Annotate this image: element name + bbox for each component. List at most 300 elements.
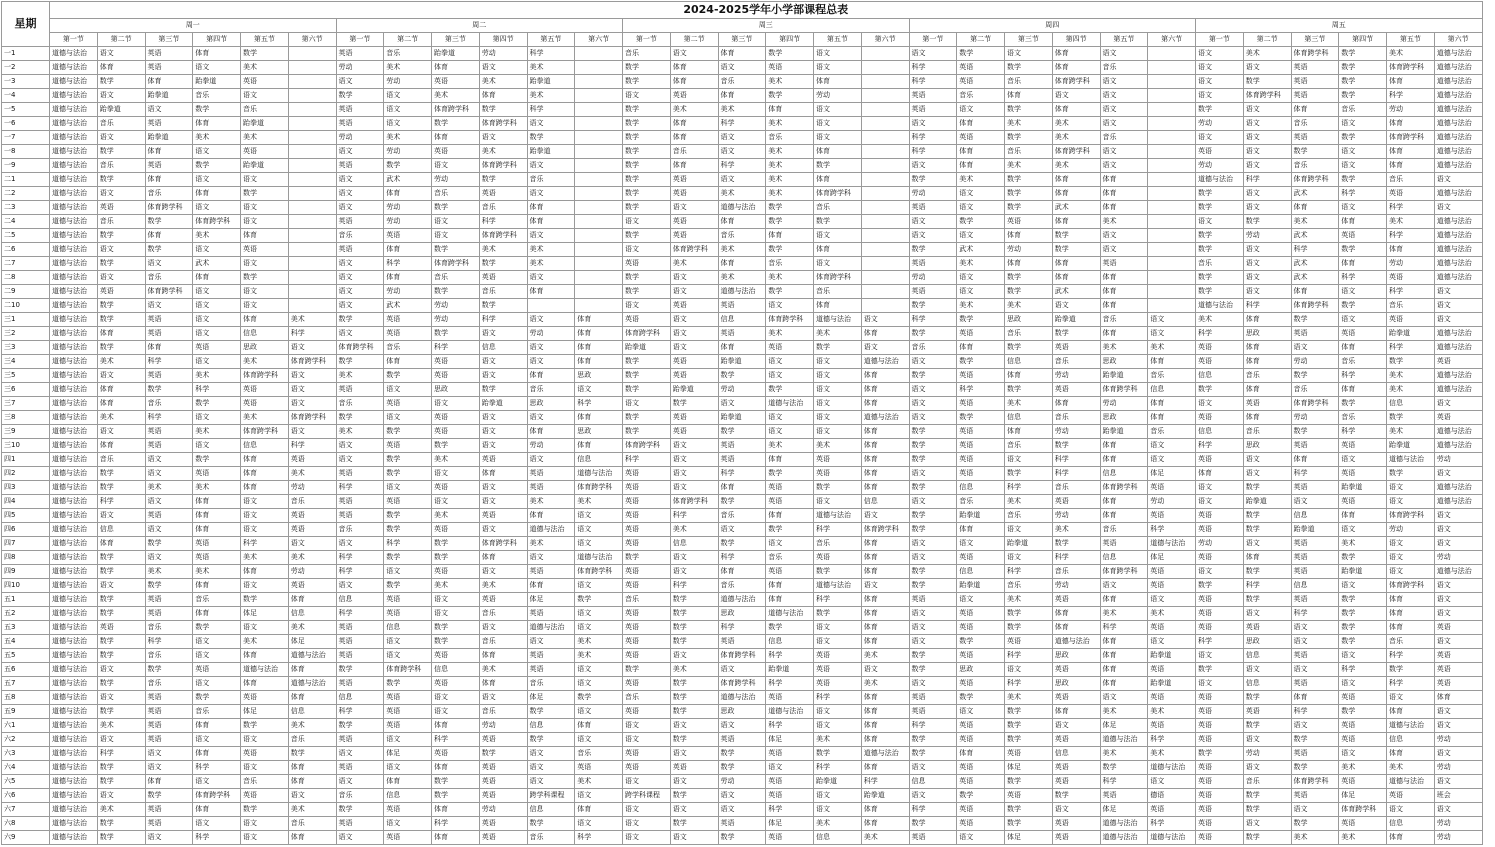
course-cell[interactable]: 英语 bbox=[623, 257, 671, 271]
course-cell[interactable]: 科学 bbox=[718, 467, 766, 481]
course-cell[interactable]: 体育 bbox=[814, 75, 862, 89]
course-cell[interactable]: 数学 bbox=[909, 481, 957, 495]
course-cell[interactable]: 语文 bbox=[1148, 439, 1196, 453]
course-cell[interactable]: 英语 bbox=[527, 481, 575, 495]
course-cell[interactable]: 英语 bbox=[1005, 747, 1053, 761]
class-label[interactable]: 二8 bbox=[2, 271, 50, 285]
course-cell[interactable]: 数学 bbox=[479, 299, 527, 313]
course-cell[interactable] bbox=[1148, 271, 1196, 285]
class-label[interactable]: 五6 bbox=[2, 663, 50, 677]
course-cell[interactable]: 劳动 bbox=[1387, 523, 1435, 537]
course-cell[interactable]: 数学 bbox=[623, 159, 671, 173]
course-cell[interactable]: 道德与法治 bbox=[50, 89, 98, 103]
course-cell[interactable]: 劳动 bbox=[1196, 159, 1244, 173]
course-cell[interactable]: 音乐 bbox=[718, 579, 766, 593]
class-label[interactable]: 五5 bbox=[2, 649, 50, 663]
course-cell[interactable]: 语文 bbox=[432, 607, 480, 621]
course-cell[interactable]: 体育 bbox=[241, 453, 289, 467]
course-cell[interactable]: 英语 bbox=[1196, 831, 1244, 845]
course-cell[interactable]: 英语 bbox=[766, 481, 814, 495]
course-cell[interactable]: 英语 bbox=[288, 579, 336, 593]
course-cell[interactable]: 数学 bbox=[241, 593, 289, 607]
course-cell[interactable]: 英语 bbox=[957, 817, 1005, 831]
course-cell[interactable]: 语文 bbox=[384, 565, 432, 579]
course-cell[interactable]: 数学 bbox=[193, 453, 241, 467]
course-cell[interactable]: 体育 bbox=[861, 761, 909, 775]
course-cell[interactable]: 科学 bbox=[193, 831, 241, 845]
course-cell[interactable]: 语文 bbox=[909, 607, 957, 621]
course-cell[interactable]: 武术 bbox=[384, 299, 432, 313]
course-cell[interactable]: 语文 bbox=[527, 313, 575, 327]
course-cell[interactable]: 体育 bbox=[432, 803, 480, 817]
course-cell[interactable]: 英语 bbox=[1148, 481, 1196, 495]
course-cell[interactable] bbox=[1148, 215, 1196, 229]
course-cell[interactable]: 英语 bbox=[432, 411, 480, 425]
course-cell[interactable]: 语文 bbox=[432, 229, 480, 243]
course-cell[interactable]: 体育 bbox=[1100, 439, 1148, 453]
course-cell[interactable]: 语文 bbox=[527, 159, 575, 173]
course-cell[interactable]: 体育 bbox=[241, 677, 289, 691]
course-cell[interactable]: 信息 bbox=[957, 481, 1005, 495]
course-cell[interactable]: 语文 bbox=[241, 761, 289, 775]
course-cell[interactable]: 数学 bbox=[384, 467, 432, 481]
course-cell[interactable]: 体育 bbox=[575, 341, 623, 355]
course-cell[interactable]: 劳动 bbox=[1434, 761, 1482, 775]
course-cell[interactable]: 体育跨学科 bbox=[670, 495, 718, 509]
course-cell[interactable]: 英语 bbox=[1434, 411, 1482, 425]
class-label[interactable]: 一4 bbox=[2, 89, 50, 103]
course-cell[interactable]: 体育 bbox=[861, 397, 909, 411]
course-cell[interactable]: 体育 bbox=[861, 705, 909, 719]
course-cell[interactable]: 数学 bbox=[670, 607, 718, 621]
course-cell[interactable]: 美术 bbox=[193, 481, 241, 495]
course-cell[interactable]: 语文 bbox=[957, 537, 1005, 551]
course-cell[interactable]: 数学 bbox=[479, 173, 527, 187]
course-cell[interactable]: 道德与法治 bbox=[1434, 243, 1482, 257]
course-cell[interactable]: 英语 bbox=[814, 467, 862, 481]
course-cell[interactable]: 数学 bbox=[1339, 61, 1387, 75]
course-cell[interactable]: 语文 bbox=[766, 537, 814, 551]
course-cell[interactable]: 语文 bbox=[861, 313, 909, 327]
course-cell[interactable]: 科学 bbox=[336, 481, 384, 495]
course-cell[interactable]: 语文 bbox=[193, 677, 241, 691]
course-cell[interactable]: 英语 bbox=[479, 593, 527, 607]
course-cell[interactable]: 语文 bbox=[575, 817, 623, 831]
course-cell[interactable]: 英语 bbox=[1005, 789, 1053, 803]
course-cell[interactable]: 科学 bbox=[1291, 607, 1339, 621]
course-cell[interactable] bbox=[575, 299, 623, 313]
course-cell[interactable]: 音乐 bbox=[1243, 775, 1291, 789]
course-cell[interactable]: 体育 bbox=[1387, 117, 1435, 131]
course-cell[interactable]: 语文 bbox=[1243, 145, 1291, 159]
course-cell[interactable]: 体育 bbox=[1339, 341, 1387, 355]
course-cell[interactable]: 语文 bbox=[575, 663, 623, 677]
course-cell[interactable]: 数学 bbox=[241, 47, 289, 61]
course-cell[interactable]: 数学 bbox=[766, 523, 814, 537]
course-cell[interactable]: 语文 bbox=[1100, 89, 1148, 103]
course-cell[interactable]: 跆拳道 bbox=[1339, 481, 1387, 495]
course-cell[interactable]: 语文 bbox=[1291, 803, 1339, 817]
course-cell[interactable]: 体育 bbox=[432, 61, 480, 75]
course-cell[interactable]: 美术 bbox=[432, 89, 480, 103]
course-cell[interactable]: 语文 bbox=[384, 649, 432, 663]
course-cell[interactable]: 劳动 bbox=[479, 803, 527, 817]
course-cell[interactable]: 语文 bbox=[384, 117, 432, 131]
course-cell[interactable]: 劳动 bbox=[1196, 537, 1244, 551]
course-cell[interactable]: 跆拳道 bbox=[623, 341, 671, 355]
course-cell[interactable]: 语文 bbox=[384, 635, 432, 649]
course-cell[interactable]: 体育 bbox=[145, 229, 193, 243]
class-label[interactable]: 三7 bbox=[2, 397, 50, 411]
course-cell[interactable]: 语文 bbox=[623, 719, 671, 733]
course-cell[interactable]: 道德与法治 bbox=[1100, 831, 1148, 845]
course-cell[interactable]: 科学 bbox=[336, 551, 384, 565]
course-cell[interactable]: 语文 bbox=[1052, 719, 1100, 733]
course-cell[interactable]: 信息 bbox=[1291, 579, 1339, 593]
course-cell[interactable]: 数学 bbox=[1243, 509, 1291, 523]
course-cell[interactable]: 跨学科课程 bbox=[623, 789, 671, 803]
course-cell[interactable]: 武术 bbox=[384, 173, 432, 187]
course-cell[interactable]: 语文 bbox=[1387, 803, 1435, 817]
course-cell[interactable]: 语文 bbox=[527, 761, 575, 775]
course-cell[interactable]: 音乐 bbox=[1243, 425, 1291, 439]
course-cell[interactable]: 数学 bbox=[479, 257, 527, 271]
day-header[interactable]: 周二 bbox=[336, 19, 623, 33]
course-cell[interactable]: 科学 bbox=[145, 355, 193, 369]
course-cell[interactable]: 语文 bbox=[336, 439, 384, 453]
course-cell[interactable]: 科学 bbox=[1291, 705, 1339, 719]
course-cell[interactable]: 数学 bbox=[384, 453, 432, 467]
course-cell[interactable]: 道德与法治 bbox=[50, 495, 98, 509]
course-cell[interactable]: 数学 bbox=[193, 159, 241, 173]
course-cell[interactable]: 英语 bbox=[384, 229, 432, 243]
course-cell[interactable]: 数学 bbox=[909, 523, 957, 537]
course-cell[interactable]: 英语 bbox=[384, 719, 432, 733]
course-cell[interactable]: 体育 bbox=[1100, 509, 1148, 523]
course-cell[interactable]: 语文 bbox=[909, 789, 957, 803]
course-cell[interactable]: 道德与法治 bbox=[1434, 131, 1482, 145]
course-cell[interactable]: 英语 bbox=[479, 789, 527, 803]
course-cell[interactable]: 英语 bbox=[1148, 565, 1196, 579]
course-cell[interactable] bbox=[575, 229, 623, 243]
course-cell[interactable]: 美术 bbox=[1291, 215, 1339, 229]
course-cell[interactable]: 数学 bbox=[1052, 327, 1100, 341]
course-cell[interactable]: 音乐 bbox=[336, 397, 384, 411]
course-cell[interactable]: 语文 bbox=[145, 831, 193, 845]
course-cell[interactable]: 英语 bbox=[479, 509, 527, 523]
course-cell[interactable]: 美术 bbox=[957, 257, 1005, 271]
course-cell[interactable]: 语文 bbox=[623, 831, 671, 845]
course-cell[interactable]: 英语 bbox=[1291, 327, 1339, 341]
course-cell[interactable]: 音乐 bbox=[145, 397, 193, 411]
course-cell[interactable]: 美术 bbox=[527, 257, 575, 271]
course-cell[interactable]: 语文 bbox=[957, 831, 1005, 845]
course-cell[interactable]: 科学 bbox=[384, 257, 432, 271]
course-cell[interactable]: 美术 bbox=[479, 75, 527, 89]
course-cell[interactable]: 音乐 bbox=[479, 201, 527, 215]
course-cell[interactable] bbox=[288, 243, 336, 257]
course-cell[interactable]: 道德与法治 bbox=[288, 677, 336, 691]
course-cell[interactable]: 英语 bbox=[432, 355, 480, 369]
course-cell[interactable]: 体育 bbox=[479, 467, 527, 481]
course-cell[interactable]: 音乐 bbox=[384, 47, 432, 61]
course-cell[interactable]: 体育 bbox=[97, 61, 145, 75]
course-cell[interactable]: 科学 bbox=[1387, 649, 1435, 663]
course-cell[interactable]: 英语 bbox=[145, 719, 193, 733]
course-cell[interactable]: 信息 bbox=[384, 621, 432, 635]
course-cell[interactable]: 武术 bbox=[1291, 271, 1339, 285]
course-cell[interactable]: 数学 bbox=[432, 243, 480, 257]
course-cell[interactable]: 音乐 bbox=[1291, 117, 1339, 131]
course-cell[interactable]: 数学 bbox=[1196, 663, 1244, 677]
class-label[interactable]: 三4 bbox=[2, 355, 50, 369]
course-cell[interactable]: 数学 bbox=[1196, 383, 1244, 397]
course-cell[interactable]: 语文 bbox=[288, 397, 336, 411]
course-cell[interactable] bbox=[861, 117, 909, 131]
course-cell[interactable]: 数学 bbox=[623, 411, 671, 425]
course-cell[interactable] bbox=[288, 257, 336, 271]
course-cell[interactable]: 美术 bbox=[1100, 705, 1148, 719]
course-cell[interactable]: 体育 bbox=[145, 775, 193, 789]
course-cell[interactable]: 数学 bbox=[670, 621, 718, 635]
course-cell[interactable]: 体育跨学科 bbox=[288, 355, 336, 369]
course-cell[interactable]: 体育 bbox=[1339, 257, 1387, 271]
course-cell[interactable]: 语文 bbox=[766, 369, 814, 383]
course-cell[interactable]: 体育 bbox=[670, 131, 718, 145]
course-cell[interactable]: 语文 bbox=[909, 551, 957, 565]
course-cell[interactable]: 信息 bbox=[1243, 649, 1291, 663]
course-cell[interactable]: 英语 bbox=[623, 495, 671, 509]
course-cell[interactable]: 语文 bbox=[145, 257, 193, 271]
course-cell[interactable]: 思政 bbox=[1052, 649, 1100, 663]
course-cell[interactable]: 语文 bbox=[241, 285, 289, 299]
course-cell[interactable]: 体育 bbox=[766, 453, 814, 467]
course-cell[interactable]: 体育 bbox=[861, 383, 909, 397]
course-cell[interactable]: 体育 bbox=[1100, 663, 1148, 677]
course-cell[interactable]: 数学 bbox=[1243, 481, 1291, 495]
course-cell[interactable]: 英语 bbox=[288, 509, 336, 523]
course-cell[interactable]: 信息 bbox=[1291, 509, 1339, 523]
course-cell[interactable]: 数学 bbox=[432, 439, 480, 453]
course-cell[interactable]: 体育 bbox=[861, 327, 909, 341]
course-cell[interactable]: 英语 bbox=[336, 159, 384, 173]
course-cell[interactable]: 体育 bbox=[861, 621, 909, 635]
course-cell[interactable]: 美术 bbox=[193, 131, 241, 145]
course-cell[interactable]: 道德与法治 bbox=[1434, 341, 1482, 355]
course-cell[interactable]: 数学 bbox=[670, 397, 718, 411]
course-cell[interactable]: 语文 bbox=[241, 257, 289, 271]
course-cell[interactable]: 体育 bbox=[97, 383, 145, 397]
course-cell[interactable]: 思政 bbox=[718, 705, 766, 719]
course-cell[interactable]: 思政 bbox=[575, 425, 623, 439]
course-cell[interactable]: 体育 bbox=[1291, 103, 1339, 117]
course-cell[interactable]: 英语 bbox=[1387, 271, 1435, 285]
course-cell[interactable]: 英语 bbox=[1291, 481, 1339, 495]
course-cell[interactable]: 音乐 bbox=[814, 201, 862, 215]
course-cell[interactable]: 英语 bbox=[670, 187, 718, 201]
course-cell[interactable]: 音乐 bbox=[479, 285, 527, 299]
course-cell[interactable]: 体育 bbox=[1243, 313, 1291, 327]
course-cell[interactable]: 道德与法治 bbox=[1434, 145, 1482, 159]
course-cell[interactable]: 音乐 bbox=[1387, 299, 1435, 313]
course-cell[interactable]: 美术 bbox=[575, 635, 623, 649]
day-header[interactable]: 周五 bbox=[1196, 19, 1483, 33]
course-cell[interactable]: 英语 bbox=[193, 551, 241, 565]
course-cell[interactable]: 道德与法治 bbox=[1434, 117, 1482, 131]
course-cell[interactable]: 语文 bbox=[670, 831, 718, 845]
course-cell[interactable]: 数学 bbox=[1243, 691, 1291, 705]
course-cell[interactable]: 英语 bbox=[1196, 817, 1244, 831]
course-cell[interactable]: 数学 bbox=[241, 803, 289, 817]
course-cell[interactable]: 英语 bbox=[336, 677, 384, 691]
course-cell[interactable]: 数学 bbox=[1005, 187, 1053, 201]
course-cell[interactable]: 数学 bbox=[145, 383, 193, 397]
course-cell[interactable]: 英语 bbox=[957, 439, 1005, 453]
course-cell[interactable]: 数学 bbox=[575, 593, 623, 607]
course-cell[interactable]: 信息 bbox=[336, 593, 384, 607]
course-cell[interactable]: 道德与法治 bbox=[766, 607, 814, 621]
course-cell[interactable]: 道德与法治 bbox=[50, 341, 98, 355]
course-cell[interactable]: 道德与法治 bbox=[1434, 61, 1482, 75]
course-cell[interactable]: 跆拳道 bbox=[1052, 313, 1100, 327]
class-label[interactable]: 四8 bbox=[2, 551, 50, 565]
course-cell[interactable]: 道德与法治 bbox=[1148, 761, 1196, 775]
course-cell[interactable]: 英语 bbox=[1196, 411, 1244, 425]
course-cell[interactable]: 语文 bbox=[670, 481, 718, 495]
course-cell[interactable]: 科学 bbox=[1387, 89, 1435, 103]
course-cell[interactable]: 音乐 bbox=[623, 691, 671, 705]
course-cell[interactable]: 劳动 bbox=[1434, 831, 1482, 845]
course-cell[interactable] bbox=[1148, 173, 1196, 187]
course-cell[interactable]: 道德与法治 bbox=[50, 719, 98, 733]
course-cell[interactable]: 劳动 bbox=[1434, 453, 1482, 467]
course-cell[interactable]: 语文 bbox=[527, 271, 575, 285]
course-cell[interactable]: 英语 bbox=[909, 201, 957, 215]
course-cell[interactable]: 语文 bbox=[1291, 341, 1339, 355]
course-cell[interactable]: 数学 bbox=[909, 565, 957, 579]
course-cell[interactable]: 体育 bbox=[670, 159, 718, 173]
course-cell[interactable]: 语文 bbox=[97, 271, 145, 285]
course-cell[interactable]: 音乐 bbox=[1100, 61, 1148, 75]
course-cell[interactable]: 语文 bbox=[766, 299, 814, 313]
course-cell[interactable]: 英语 bbox=[1196, 341, 1244, 355]
course-cell[interactable]: 跆拳道 bbox=[766, 663, 814, 677]
course-cell[interactable]: 数学 bbox=[909, 817, 957, 831]
course-cell[interactable]: 数学 bbox=[1005, 131, 1053, 145]
course-cell[interactable]: 英语 bbox=[97, 285, 145, 299]
course-cell[interactable] bbox=[1148, 243, 1196, 257]
course-cell[interactable]: 美术 bbox=[241, 411, 289, 425]
course-cell[interactable]: 数学 bbox=[909, 327, 957, 341]
course-cell[interactable]: 数学 bbox=[432, 327, 480, 341]
course-cell[interactable]: 英语 bbox=[957, 453, 1005, 467]
course-cell[interactable]: 语文 bbox=[670, 201, 718, 215]
course-cell[interactable]: 体育 bbox=[288, 831, 336, 845]
course-cell[interactable]: 英语 bbox=[145, 425, 193, 439]
course-cell[interactable]: 数学 bbox=[241, 271, 289, 285]
course-cell[interactable]: 音乐 bbox=[1052, 411, 1100, 425]
course-cell[interactable]: 科学 bbox=[432, 341, 480, 355]
course-cell[interactable]: 英语 bbox=[479, 775, 527, 789]
course-cell[interactable]: 英语 bbox=[957, 649, 1005, 663]
course-cell[interactable]: 科学 bbox=[1339, 369, 1387, 383]
course-cell[interactable]: 英语 bbox=[623, 579, 671, 593]
course-cell[interactable] bbox=[861, 145, 909, 159]
class-label[interactable]: 六7 bbox=[2, 803, 50, 817]
course-cell[interactable] bbox=[527, 299, 575, 313]
course-cell[interactable]: 信息 bbox=[1052, 747, 1100, 761]
course-cell[interactable]: 体育 bbox=[957, 159, 1005, 173]
course-cell[interactable]: 道德与法治 bbox=[50, 215, 98, 229]
course-cell[interactable]: 体育 bbox=[1052, 607, 1100, 621]
course-cell[interactable] bbox=[1148, 257, 1196, 271]
course-cell[interactable]: 英语 bbox=[384, 803, 432, 817]
course-cell[interactable]: 语文 bbox=[193, 285, 241, 299]
course-cell[interactable]: 语文 bbox=[1291, 495, 1339, 509]
course-cell[interactable]: 数学 bbox=[623, 229, 671, 243]
course-cell[interactable]: 体育 bbox=[1387, 831, 1435, 845]
course-cell[interactable]: 英语 bbox=[479, 761, 527, 775]
course-cell[interactable]: 体育 bbox=[957, 523, 1005, 537]
course-cell[interactable]: 体育 bbox=[1052, 47, 1100, 61]
course-cell[interactable]: 语文 bbox=[814, 425, 862, 439]
course-cell[interactable]: 道德与法治 bbox=[50, 733, 98, 747]
course-cell[interactable]: 体育 bbox=[1387, 747, 1435, 761]
course-cell[interactable]: 英语 bbox=[1052, 593, 1100, 607]
course-cell[interactable]: 英语 bbox=[957, 131, 1005, 145]
course-cell[interactable]: 道德与法治 bbox=[1434, 89, 1482, 103]
course-cell[interactable]: 体育 bbox=[861, 425, 909, 439]
course-cell[interactable]: 英语 bbox=[1339, 733, 1387, 747]
course-cell[interactable]: 跆拳道 bbox=[718, 355, 766, 369]
course-cell[interactable]: 语文 bbox=[909, 495, 957, 509]
course-cell[interactable]: 美术 bbox=[479, 663, 527, 677]
course-cell[interactable]: 劳动 bbox=[909, 271, 957, 285]
course-cell[interactable]: 语文 bbox=[814, 789, 862, 803]
course-cell[interactable]: 体足 bbox=[241, 705, 289, 719]
course-cell[interactable]: 语文 bbox=[1434, 467, 1482, 481]
course-cell[interactable]: 数学 bbox=[1196, 271, 1244, 285]
course-cell[interactable]: 劳动 bbox=[718, 383, 766, 397]
course-cell[interactable]: 体育 bbox=[1148, 355, 1196, 369]
course-cell[interactable]: 英语 bbox=[766, 789, 814, 803]
course-cell[interactable]: 语文 bbox=[1243, 257, 1291, 271]
course-cell[interactable] bbox=[288, 103, 336, 117]
course-cell[interactable]: 英语 bbox=[336, 509, 384, 523]
course-cell[interactable]: 道德与法治 bbox=[50, 523, 98, 537]
course-cell[interactable]: 科学 bbox=[766, 803, 814, 817]
course-cell[interactable]: 音乐 bbox=[145, 187, 193, 201]
course-cell[interactable]: 英语 bbox=[97, 201, 145, 215]
course-cell[interactable]: 英语 bbox=[623, 467, 671, 481]
course-cell[interactable]: 信息 bbox=[241, 327, 289, 341]
course-cell[interactable]: 美术 bbox=[1005, 299, 1053, 313]
course-cell[interactable]: 英语 bbox=[909, 285, 957, 299]
course-cell[interactable]: 语文 bbox=[957, 271, 1005, 285]
course-cell[interactable]: 数学 bbox=[145, 537, 193, 551]
course-cell[interactable]: 英语 bbox=[384, 593, 432, 607]
course-cell[interactable]: 数学 bbox=[97, 341, 145, 355]
class-label[interactable]: 六8 bbox=[2, 817, 50, 831]
course-cell[interactable]: 英语 bbox=[957, 621, 1005, 635]
course-cell[interactable]: 体育 bbox=[575, 327, 623, 341]
course-cell[interactable]: 英语 bbox=[957, 607, 1005, 621]
course-cell[interactable]: 美术 bbox=[861, 831, 909, 845]
course-cell[interactable]: 道德与法治 bbox=[50, 187, 98, 201]
course-cell[interactable]: 劳动 bbox=[384, 215, 432, 229]
course-cell[interactable]: 数学 bbox=[193, 397, 241, 411]
course-cell[interactable]: 音乐 bbox=[1005, 509, 1053, 523]
